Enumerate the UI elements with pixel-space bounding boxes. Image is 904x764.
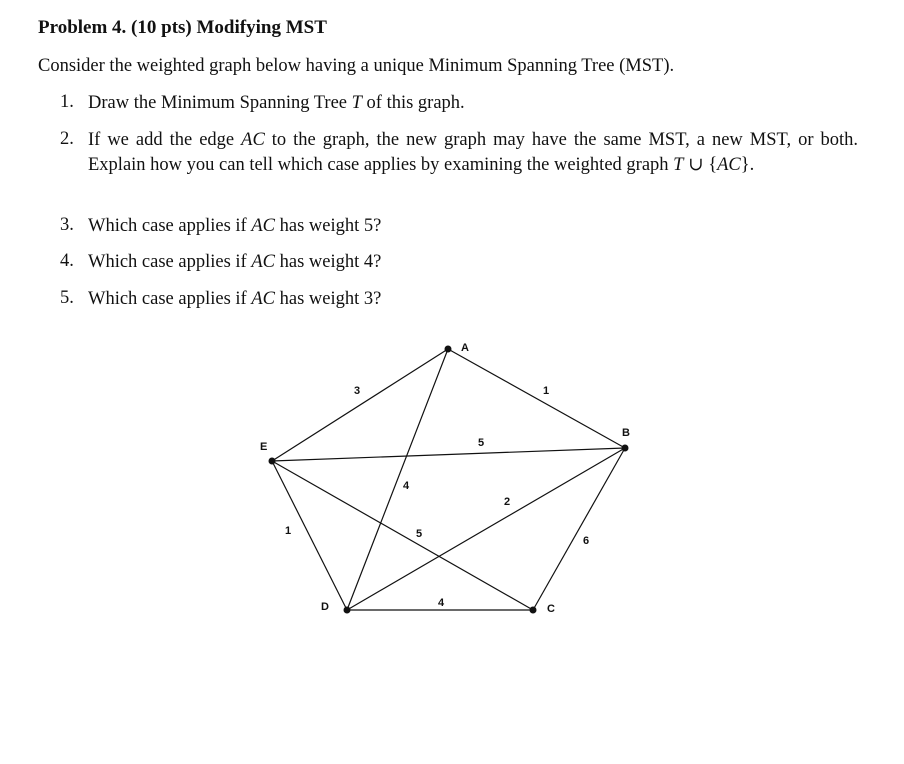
edge-a-b	[448, 349, 625, 448]
weight-label-d-b: 2	[504, 496, 511, 508]
vertex-a	[445, 346, 452, 353]
question-number: 3.	[60, 215, 74, 235]
vertex-label-c: C	[547, 603, 555, 615]
question-text: Which case applies if AC has weight 5?	[88, 216, 382, 236]
edge-e-d	[272, 461, 347, 610]
problem-title: Problem 4. (10 pts) Modifying MST	[38, 17, 327, 38]
edge-d-b	[347, 448, 625, 610]
vertex-label-a: A	[461, 342, 469, 354]
vertex-b	[622, 445, 629, 452]
question-number: 5.	[60, 288, 74, 308]
question-number: 2.	[60, 129, 74, 149]
math-symbol: AC	[717, 154, 741, 175]
vertex-d	[344, 607, 351, 614]
weight-label-a-b: 1	[543, 385, 550, 397]
vertex-label-e: E	[260, 441, 268, 453]
vertex-c	[530, 607, 537, 614]
question-number: 4.	[60, 251, 74, 271]
edge-e-b	[272, 448, 625, 461]
edge-a-d	[347, 349, 448, 610]
math-symbol: AC	[241, 130, 265, 150]
weight-label-a-d: 4	[403, 480, 410, 492]
vertex-label-d: D	[321, 601, 329, 613]
question-text: Draw the Minimum Spanning Tree T of this graph.	[88, 93, 465, 113]
weight-label-b-c: 6	[583, 535, 590, 547]
weight-label-e-d: 1	[285, 525, 292, 537]
problem-intro: Consider the weighted graph below having a unique Minimum Spanning Tree (MST).	[38, 56, 675, 76]
vertex-label-b: B	[622, 427, 630, 439]
question-number: 1.	[60, 92, 74, 112]
weight-label-a-e: 3	[354, 385, 361, 397]
weight-label-e-b: 5	[478, 437, 485, 449]
vertex-e	[269, 458, 276, 465]
weight-label-e-c: 5	[416, 528, 423, 540]
math-symbol: AC	[251, 289, 275, 309]
edge-b-c	[533, 448, 625, 610]
question-text: Which case applies if AC has weight 3?	[88, 289, 382, 309]
question-text: If we add the edge AC to the graph, the new graph may have the same MST, a new MST, or both. Explain how you can tell which case applies by examining the weighted graph T ∪ {AC}.	[88, 130, 858, 175]
math-symbol: AC	[251, 252, 275, 272]
weight-label-d-c: 4	[438, 597, 445, 609]
edge-a-e	[272, 349, 448, 461]
math-symbol: AC	[251, 216, 275, 236]
question-text: Which case applies if AC has weight 4?	[88, 252, 382, 272]
math-symbol: T	[351, 93, 362, 113]
math-symbol: T	[673, 154, 684, 175]
